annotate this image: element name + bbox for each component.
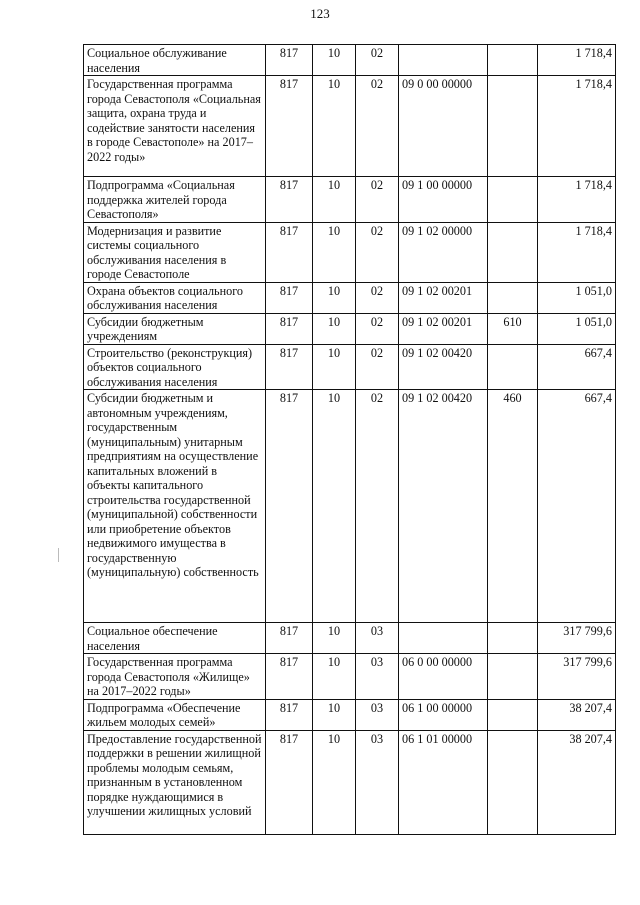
- table-row: [84, 222, 616, 282]
- table-row: [84, 730, 616, 834]
- section-code: 10: [313, 390, 356, 623]
- ministry-code: 817: [266, 222, 313, 282]
- expense-type-code: [488, 344, 538, 390]
- target-code: 09 1 02 00420: [399, 390, 488, 623]
- target-code: 09 0 00 00000: [399, 76, 488, 177]
- target-code: 09 1 00 00000: [399, 177, 488, 223]
- table-row: [84, 344, 616, 390]
- target-code: 06 1 00 00000: [399, 699, 488, 730]
- target-code: 09 1 02 00000: [399, 222, 488, 282]
- margin-mark: [58, 548, 59, 562]
- amount: 1 718,4: [538, 45, 616, 76]
- ministry-code: 817: [266, 177, 313, 223]
- subsection-code: 03: [356, 699, 399, 730]
- amount: 317 799,6: [538, 654, 616, 700]
- row-name: Охрана объектов социального обслуживания населения: [84, 282, 266, 313]
- table-row: [84, 623, 616, 654]
- section-code: 10: [313, 623, 356, 654]
- row-name: Субсидии бюджетным учреждениям: [84, 313, 266, 344]
- table-row: [84, 282, 616, 313]
- amount: 1 718,4: [538, 222, 616, 282]
- target-code: [399, 623, 488, 654]
- section-code: 10: [313, 699, 356, 730]
- row-name: Подпрограмма «Социальная поддержка жителей города Севастополя»: [84, 177, 266, 223]
- budget-table: [83, 44, 616, 835]
- ministry-code: 817: [266, 344, 313, 390]
- ministry-code: 817: [266, 699, 313, 730]
- subsection-code: 03: [356, 654, 399, 700]
- expense-type-code: 610: [488, 313, 538, 344]
- expense-type-code: [488, 222, 538, 282]
- subsection-code: 03: [356, 730, 399, 834]
- target-code: 06 0 00 00000: [399, 654, 488, 700]
- ministry-code: 817: [266, 45, 313, 76]
- row-name: Социальное обеспечение населения: [84, 623, 266, 654]
- section-code: 10: [313, 654, 356, 700]
- expense-type-code: [488, 45, 538, 76]
- amount: 38 207,4: [538, 730, 616, 834]
- ministry-code: 817: [266, 623, 313, 654]
- expense-type-code: [488, 699, 538, 730]
- expense-type-code: 460: [488, 390, 538, 623]
- section-code: 10: [313, 45, 356, 76]
- expense-type-code: [488, 654, 538, 700]
- table-row: [84, 177, 616, 223]
- ministry-code: 817: [266, 313, 313, 344]
- section-code: 10: [313, 730, 356, 834]
- ministry-code: 817: [266, 390, 313, 623]
- expense-type-code: [488, 623, 538, 654]
- section-code: 10: [313, 282, 356, 313]
- target-code: 09 1 02 00201: [399, 282, 488, 313]
- table-row: [84, 313, 616, 344]
- row-name: Субсидии бюджетным и автономным учреждениям, государственным (муниципальным) унитарным предприятиям на осуществление капитальных вложений в объекты капитального строительства государственной (муниципальной) собственности или приобретение объектов недвижимого имущества в государственную (муниципальную) собственность: [84, 390, 266, 623]
- row-name: Социальное обслуживание населения: [84, 45, 266, 76]
- amount: 317 799,6: [538, 623, 616, 654]
- target-code: 06 1 01 00000: [399, 730, 488, 834]
- expense-type-code: [488, 76, 538, 177]
- subsection-code: 02: [356, 45, 399, 76]
- amount: 1 051,0: [538, 313, 616, 344]
- row-name: Модернизация и развитие системы социального обслуживания населения в городе Севастополе: [84, 222, 266, 282]
- row-name: Государственная программа города Севастополя «Жилище» на 2017–2022 годы»: [84, 654, 266, 700]
- ministry-code: 817: [266, 282, 313, 313]
- table-row: [84, 45, 616, 76]
- page-number: 123: [310, 6, 330, 21]
- subsection-code: 02: [356, 177, 399, 223]
- target-code: 09 1 02 00201: [399, 313, 488, 344]
- subsection-code: 02: [356, 222, 399, 282]
- section-code: 10: [313, 313, 356, 344]
- subsection-code: 02: [356, 76, 399, 177]
- subsection-code: 02: [356, 282, 399, 313]
- expense-type-code: [488, 282, 538, 313]
- row-name: Государственная программа города Севастополя «Социальная защита, охрана труда и содействие занятости населения в городе Севастополе» на 2017–2022 годы»: [84, 76, 266, 177]
- ministry-code: 817: [266, 76, 313, 177]
- ministry-code: 817: [266, 654, 313, 700]
- table-row: [84, 654, 616, 700]
- table-row: [84, 390, 616, 623]
- amount: 1 718,4: [538, 177, 616, 223]
- section-code: 10: [313, 222, 356, 282]
- expense-type-code: [488, 730, 538, 834]
- subsection-code: 02: [356, 390, 399, 623]
- section-code: 10: [313, 177, 356, 223]
- amount: 667,4: [538, 390, 616, 623]
- table-row: [84, 76, 616, 177]
- subsection-code: 02: [356, 313, 399, 344]
- expense-type-code: [488, 177, 538, 223]
- amount: 1 718,4: [538, 76, 616, 177]
- row-name: Строительство (реконструкция) объектов социального обслуживания населения: [84, 344, 266, 390]
- target-code: 09 1 02 00420: [399, 344, 488, 390]
- subsection-code: 03: [356, 623, 399, 654]
- subsection-code: 02: [356, 344, 399, 390]
- amount: 1 051,0: [538, 282, 616, 313]
- amount: 38 207,4: [538, 699, 616, 730]
- table-row: [84, 699, 616, 730]
- row-name: Предоставление государственной поддержки в решении жилищной проблемы молодым семьям, признанным в установленном порядке нуждающимися в улучшении жилищных условий: [84, 730, 266, 834]
- section-code: 10: [313, 76, 356, 177]
- section-code: 10: [313, 344, 356, 390]
- ministry-code: 817: [266, 730, 313, 834]
- amount: 667,4: [538, 344, 616, 390]
- row-name: Подпрограмма «Обеспечение жильем молодых семей»: [84, 699, 266, 730]
- target-code: [399, 45, 488, 76]
